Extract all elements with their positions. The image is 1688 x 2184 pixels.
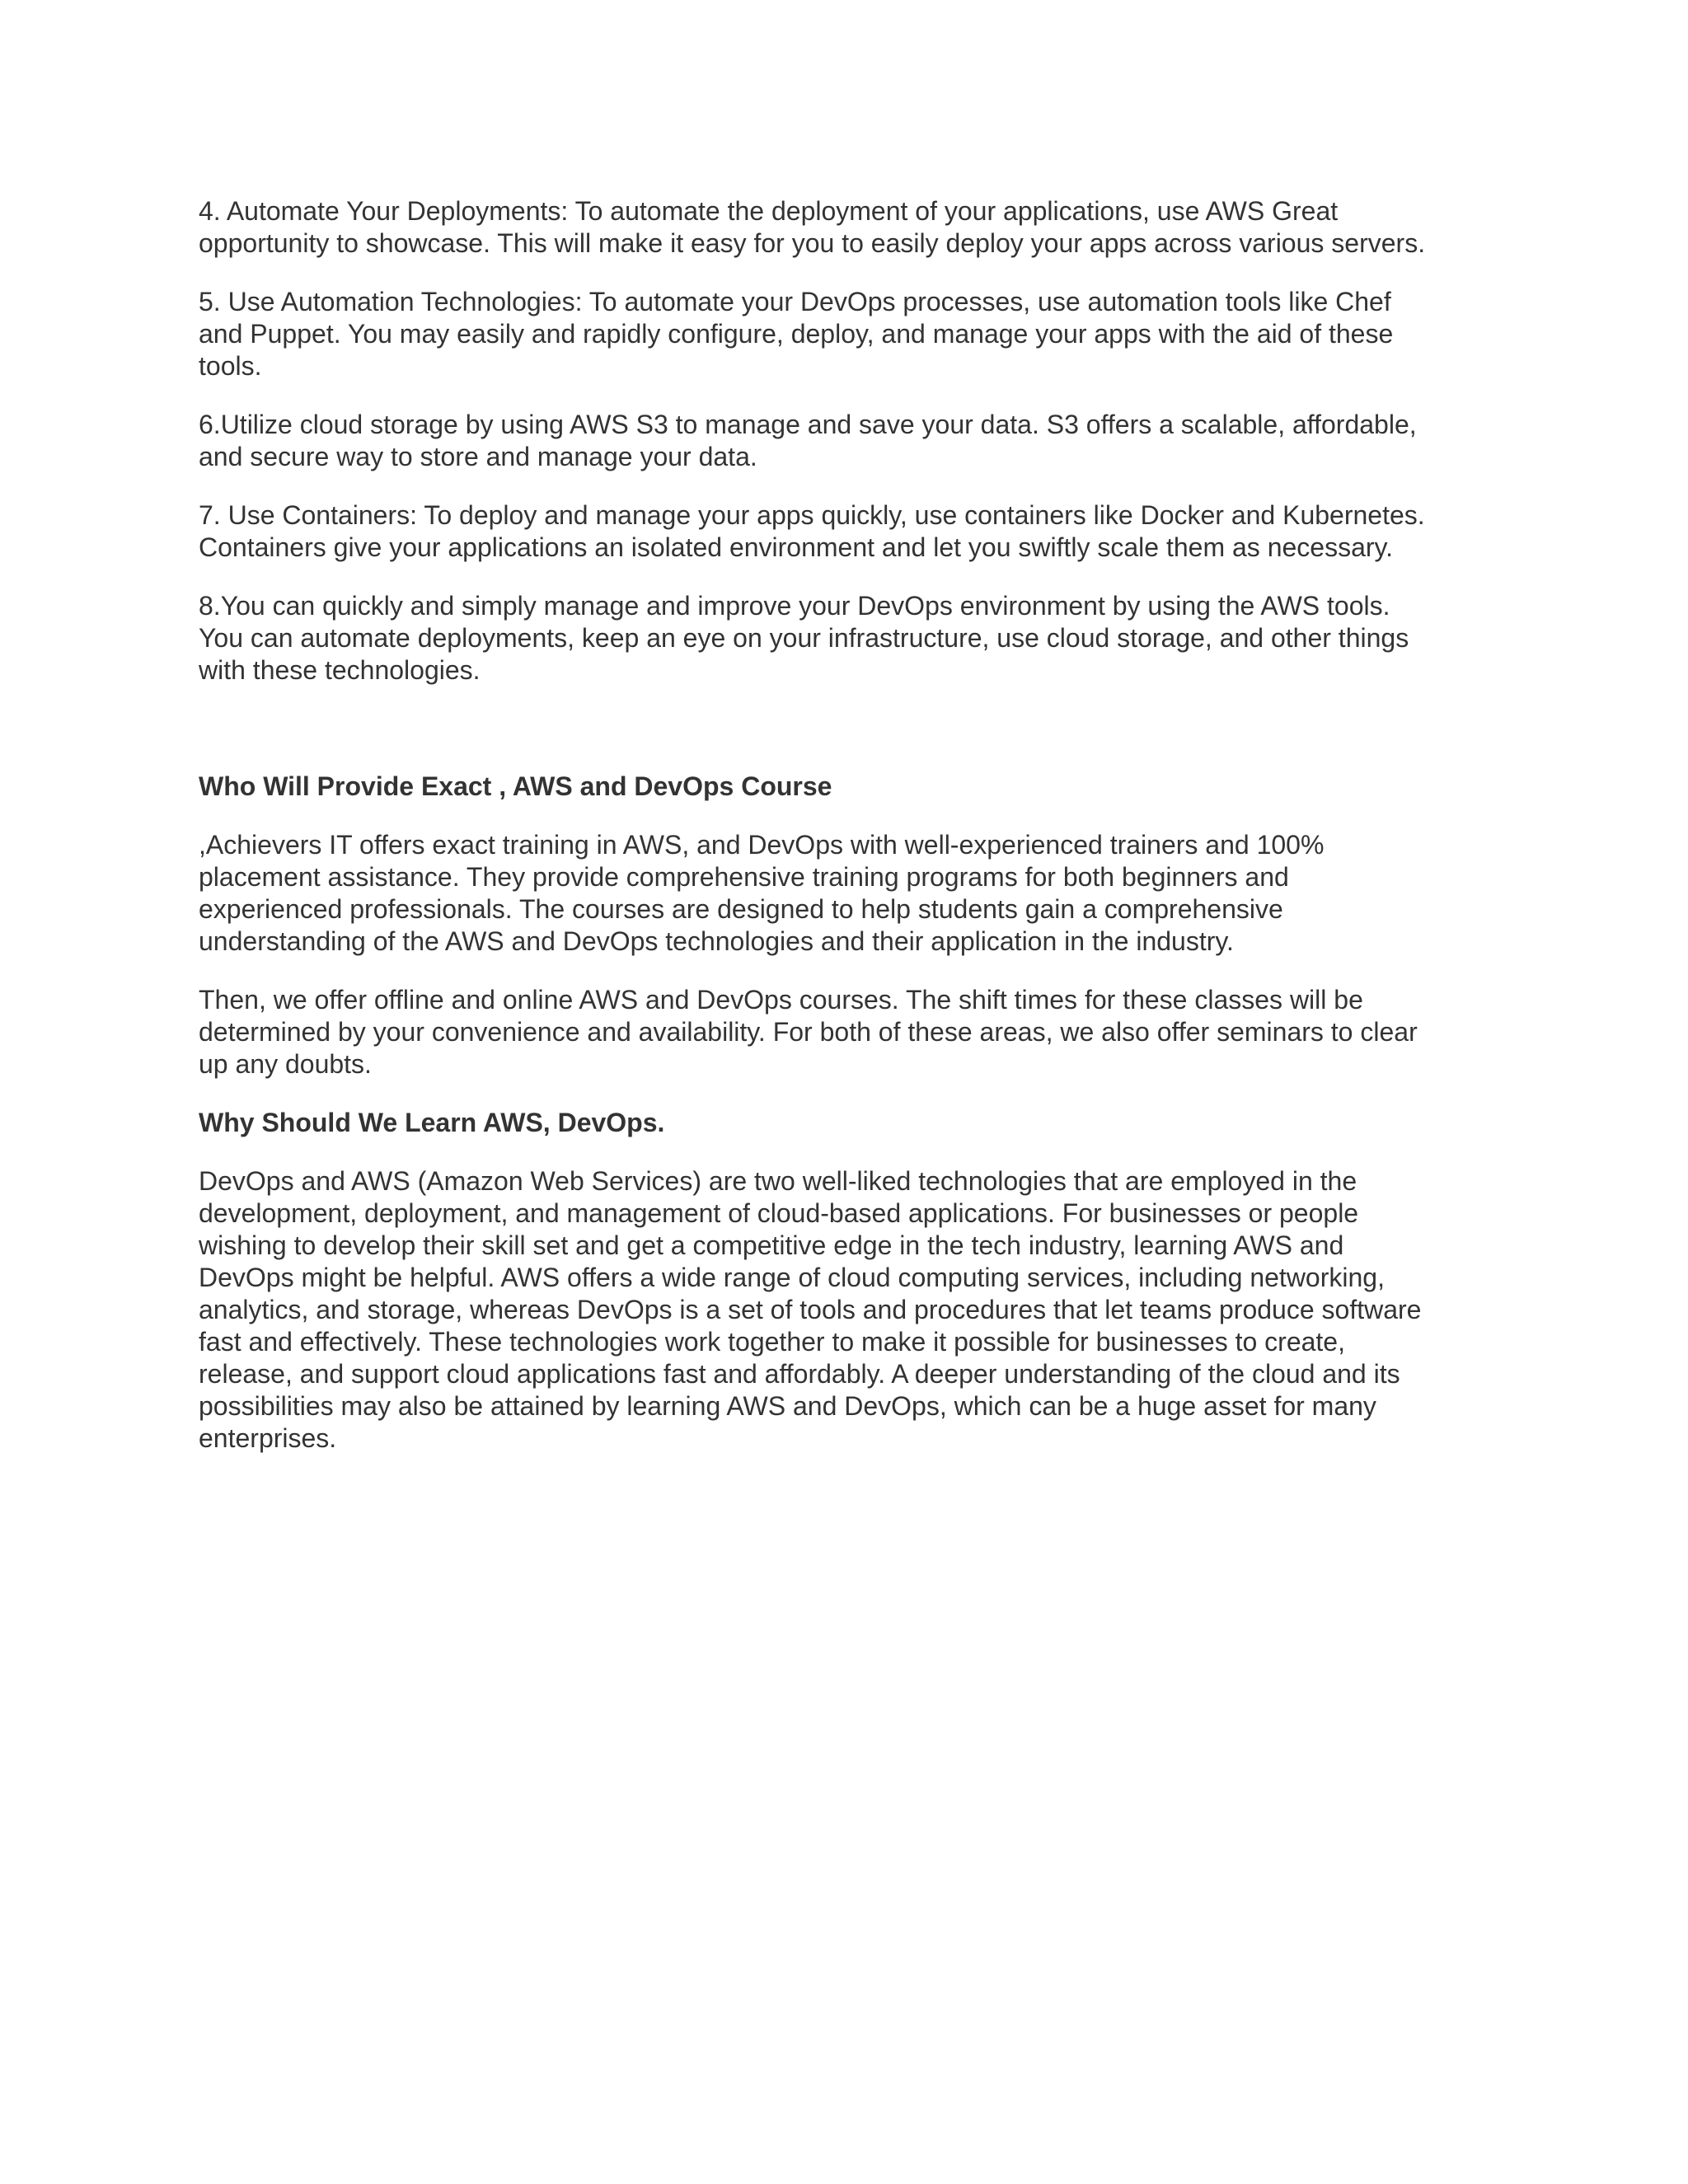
section-heading-providers: Who Will Provide Exact , AWS and DevOps Course <box>199 771 832 801</box>
paragraph-achievers-it: ,Achievers IT offers exact training in AWS, and DevOps with well-experienced trainers and 100% placement assistance. They provide comprehensive training programs for both beginners and experienced professionals. The courses are designed to help students gain a comprehensive understanding of the AWS and DevOps technologies and their application in the industry. <box>199 830 1325 956</box>
section-spacer <box>199 713 1501 771</box>
list-item-6: 6.Utilize cloud storage by using AWS S3 to manage and save your data. S3 offers a scalable, affordable, and secure way to store and manage your data. <box>199 410 1417 471</box>
list-item-5: 5. Use Automation Technologies: To automate your DevOps processes, use automation tools like Chef and Puppet. You may easily and rapidly configure, deploy, and manage your apps with the aid of these tools. <box>199 287 1394 381</box>
list-item-4: 4. Automate Your Deployments: To automate the deployment of your applications, use AWS Great opportunity to showcase. This will make it easy for you to easily deploy your apps across various servers. <box>199 196 1426 258</box>
paragraph-course-modes: Then, we offer offline and online AWS and DevOps courses. The shift times for these classes will be determined by your convenience and availability. For both of these areas, we also offer seminars to clear up any doubts. <box>199 985 1418 1079</box>
list-item-8: 8.You can quickly and simply manage and improve your DevOps environment by using the AWS tools. You can automate deployments, keep an eye on your infrastructure, use cloud storage, and other things with these technologies. <box>199 591 1409 685</box>
document-page <box>199 195 1501 1481</box>
paragraph-why-learn: DevOps and AWS (Amazon Web Services) are two well-liked technologies that are employed in the development, deployment, and management of cloud-based applications. For businesses or people wishing to develop their skill set and get a competitive edge in the tech industry, learning AWS and DevOps might be helpful. AWS offers a wide range of cloud computing services, including networking, analytics, and storage, whereas DevOps is a set of tools and procedures that let teams produce software fast and effectively. These technologies work together to make it possible for businesses to create, release, and support cloud applications fast and affordably. A deeper understanding of the cloud and its possibilities may also be attained by learning AWS and DevOps, which can be a huge asset for many enterprises. <box>199 1166 1422 1453</box>
section-heading-why-learn: Why Should We Learn AWS, DevOps. <box>199 1108 665 1137</box>
list-item-7: 7. Use Containers: To deploy and manage your apps quickly, use containers like Docker and Kubernetes. Containers give your applications an isolated environment and let you swiftly scale them as necessary. <box>199 500 1425 562</box>
